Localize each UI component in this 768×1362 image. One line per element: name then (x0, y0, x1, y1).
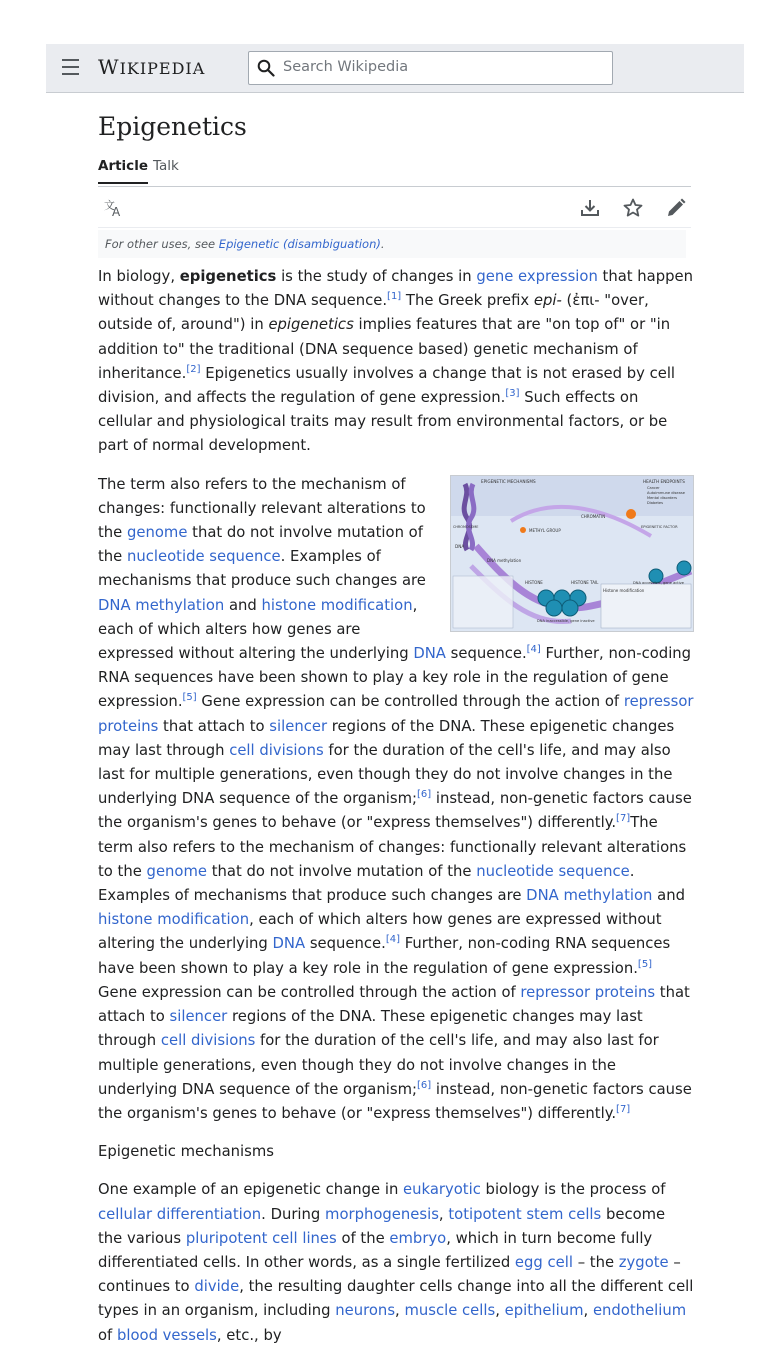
image-label-chromatin: CHROMATIN (581, 513, 606, 519)
article-link[interactable]: blood vessels (116, 1326, 217, 1344)
article-link[interactable]: DNA methylation (526, 887, 653, 905)
image-label-gene-active: DNA accessible, gene active (633, 580, 684, 585)
article-link[interactable]: cell divisions (229, 741, 324, 759)
article-link[interactable]: repressor proteins (520, 983, 656, 1001)
citation-link[interactable]: [3] (505, 388, 520, 400)
text-run: for the duration of the cell's life, and may also last for multiple generations, even though they do not involve changes in the underlying DNA sequence of the organism; (98, 741, 673, 808)
text-run: for the duration of the cell's life, and may also last for multiple generations, even though they do not involve changes in the underlying DNA sequence of the organism; (98, 1032, 659, 1098)
search-input[interactable] (281, 58, 605, 76)
citation-link[interactable]: [2] (186, 363, 201, 375)
text-run: Gene expression can be controlled through the action of (196, 693, 624, 711)
text-run: epigenetics (179, 268, 277, 285)
text-run: One example of an epigenetic change in (98, 1181, 404, 1199)
article-link[interactable]: histone modification (261, 596, 413, 614)
citation (417, 1080, 431, 1091)
text-run: instead, non-genetic factors cause the organism's genes to behave (or "express themselves") differently. (98, 790, 692, 832)
article-link[interactable]: egg cell (514, 1253, 573, 1271)
language-icon[interactable] (103, 197, 125, 219)
citation-link[interactable]: [5] (637, 958, 653, 970)
article-link[interactable]: neurons (335, 1302, 396, 1320)
article-link[interactable]: genome (146, 862, 207, 880)
download-icon[interactable] (579, 197, 601, 219)
svg-text:A: A (112, 205, 121, 219)
text-run: regions of the DNA. These epigenetic changes may last through (98, 1008, 643, 1050)
citation-link[interactable]: [4] (526, 644, 541, 656)
text-run: that do not involve mutation of the (98, 524, 423, 566)
menu-icon[interactable] (60, 59, 82, 77)
image-label-gene-inactive: DNA inaccessible, gene inactive (537, 618, 595, 623)
text-run: and (652, 887, 685, 905)
article-link[interactable]: divide (194, 1278, 240, 1296)
page-tabs (98, 158, 691, 187)
citation (186, 364, 200, 375)
article-link[interactable]: gene expression (476, 268, 598, 285)
text-run: sequence. (445, 645, 527, 663)
article-link[interactable]: genome (127, 524, 188, 542)
article-link[interactable]: nucleotide sequence (127, 548, 281, 566)
text-run: The Greek prefix (401, 292, 534, 310)
citation (616, 814, 630, 825)
article-link[interactable]: silencer (269, 717, 328, 735)
image-label-histone: HISTONE (525, 579, 543, 585)
citation (638, 959, 652, 970)
text-run: , the resulting daughter cells change into all the different cell types in an organism, including (98, 1278, 694, 1320)
image-label-epigenetic-factor: EPIGENETIC FACTOR (641, 524, 678, 529)
paragraph-1 (98, 265, 694, 459)
article-link[interactable]: DNA (413, 645, 446, 663)
text-run: epi- (533, 292, 562, 310)
text-run: , (395, 1302, 405, 1320)
tab-article[interactable]: Article (98, 158, 148, 184)
text-run: – the (572, 1253, 619, 1271)
page-title: Epigenetics (98, 112, 247, 141)
citation (527, 644, 541, 655)
citation (387, 291, 401, 302)
citation (417, 789, 431, 800)
image-label-dna-methylation: DNA methylation (487, 557, 522, 563)
citation (505, 388, 519, 399)
text-run: In biology, (98, 268, 180, 285)
image-label-autoimmune: Autoimmune disease (647, 490, 685, 495)
page-actions-toolbar (98, 187, 691, 228)
text-run: Such effects on cellular and physiological traits may result from environmental factors, or be part of normal development. (98, 389, 668, 455)
text-run: The term also refers to the mechanism of changes: functionally relevant alterations to the (98, 475, 426, 542)
text-run: Further, non-coding RNA sequences have been shown to play a key role in the regulation of gene expression. (98, 645, 692, 711)
article-link[interactable]: DNA methylation (98, 596, 225, 614)
text-run: that attach to (98, 983, 690, 1026)
text-run: , (495, 1302, 505, 1320)
watch-star-icon[interactable] (622, 197, 644, 219)
figure-epigenetic-mechanisms (450, 475, 694, 632)
search-box[interactable] (248, 51, 613, 85)
text-run: The term also refers to the mechanism of changes: functionally relevant alterations to the (98, 814, 687, 880)
image-label-cancer: Cancer (647, 485, 660, 490)
image-label-histone-tail: HISTONE TAIL (571, 579, 599, 585)
article-link[interactable]: epithelium (504, 1302, 584, 1320)
epigenetic-mechanisms-image[interactable] (450, 475, 694, 632)
text-run: Epigenetics usually involves a change that is not erased by cell division, and affects the regulation of gene expression. (98, 364, 676, 407)
citation-link[interactable]: [4] (385, 934, 401, 946)
text-run: . Examples of mechanisms that produce such changes are (98, 548, 426, 590)
search-icon (257, 59, 275, 77)
text-run: – continues to (98, 1253, 681, 1296)
text-run: epigenetics (268, 316, 354, 334)
citation (183, 693, 197, 704)
text-run: that happen without changes to the DNA sequence. (98, 268, 694, 310)
header-bar (46, 44, 744, 93)
citation (386, 935, 400, 946)
text-run: . Examples of mechanisms that produce such changes are (98, 862, 635, 905)
edit-pencil-icon[interactable] (665, 197, 687, 219)
hatnote (98, 230, 686, 258)
text-run: and (224, 596, 262, 614)
article-link[interactable]: totipotent stem cells (448, 1205, 602, 1223)
svg-text:文: 文 (104, 199, 115, 212)
figure-caption: Epigenetic mechanisms (98, 1143, 275, 1161)
text-run: (ἐπι- "over, outside of, around") in (98, 292, 649, 334)
article-link[interactable]: cellular differentiation (98, 1205, 262, 1223)
image-label-diabetes: Diabetes (647, 500, 663, 505)
article-link[interactable]: DNA (272, 935, 306, 953)
text-run: instead, non-genetic factors cause the organism's genes to behave (or "express themselves") differently. (98, 1080, 692, 1122)
hatnote-suffix: . (380, 237, 385, 251)
citation-link[interactable]: [7] (616, 813, 631, 825)
text-run: is the study of changes in (276, 268, 477, 285)
article-link[interactable]: histone modification (98, 911, 250, 929)
article-link[interactable]: pluripotent cell lines (185, 1229, 337, 1247)
article-link[interactable]: eukaryotic (403, 1181, 481, 1199)
image-label-methyl-group: METHYL GROUP (529, 527, 561, 533)
image-label-epigenetic-mechanisms: EPIGENETIC MECHANISMS (481, 478, 536, 484)
article-link[interactable]: muscle cells (404, 1302, 496, 1320)
text-run: , (583, 1302, 593, 1320)
text-run: , etc., by (216, 1326, 282, 1344)
article-link[interactable]: embryo (389, 1229, 447, 1247)
hatnote-text: For other uses, see (105, 237, 219, 251)
image-label-chromosome: CHROMOSOME (453, 524, 479, 529)
article-link[interactable]: nucleotide sequence (476, 862, 630, 880)
text-run: , which in turn become fully differentiated cells. In other words, as a single fertilized (98, 1229, 653, 1271)
text-run: Further, non-coding RNA sequences have been shown to play a key role in the regulation of gene expression. (98, 935, 671, 977)
wikipedia-wordmark[interactable]: WIKIPEDIA (98, 55, 206, 79)
text-run: that attach to (158, 717, 270, 735)
article-link[interactable]: repressor proteins (98, 693, 694, 735)
text-run: biology is the process of (480, 1181, 666, 1199)
text-run: , (438, 1205, 449, 1223)
text-run: implies features that are "on top of" or "in addition to" the traditional (DNA sequence based) genetic mechanism of inheritance. (98, 316, 671, 382)
paragraph-3 (98, 1178, 694, 1347)
text-run: of the (336, 1229, 390, 1247)
text-run: . During (261, 1205, 326, 1223)
article-link[interactable]: endothelium (592, 1302, 687, 1320)
paragraph-2 (98, 473, 694, 1126)
article-link[interactable]: morphogenesis (325, 1205, 439, 1223)
article-body (98, 265, 694, 1362)
text-run: , each of which alters how genes are expressed without altering the underlying (98, 911, 662, 953)
citation-link[interactable]: [6] (416, 1079, 432, 1091)
article-link[interactable]: silencer (169, 1008, 228, 1026)
citation-link[interactable]: [6] (416, 789, 432, 801)
text-run: become the various (98, 1205, 666, 1247)
image-label-histone-modification: Histone modification (603, 587, 645, 593)
text-run: Gene expression can be controlled through the action of (98, 983, 521, 1001)
citation-link[interactable]: [7] (616, 1103, 631, 1115)
image-label-mental-disorders: Mental disorders (647, 495, 677, 500)
image-label-dna: DNA (455, 543, 465, 549)
citation-link[interactable]: [5] (182, 692, 197, 704)
text-run: sequence. (305, 935, 386, 953)
image-label-health-endpoints: HEALTH ENDPOINTS (643, 478, 685, 484)
article-link[interactable]: zygote (618, 1253, 669, 1271)
tab-talk[interactable]: Talk (153, 158, 179, 174)
text-run: that do not involve mutation of the (207, 862, 477, 880)
text-run: of (98, 1326, 117, 1344)
text-run: , each of which alters how genes are expressed without altering the underlying (98, 596, 418, 663)
citation (616, 1104, 630, 1115)
article-link[interactable]: cell divisions (160, 1032, 256, 1050)
disambiguation-link[interactable]: Epigenetic (disambiguation) (218, 237, 381, 251)
citation-link[interactable]: [1] (387, 291, 402, 303)
text-run: regions of the DNA. These epigenetic changes may last through (98, 717, 675, 759)
